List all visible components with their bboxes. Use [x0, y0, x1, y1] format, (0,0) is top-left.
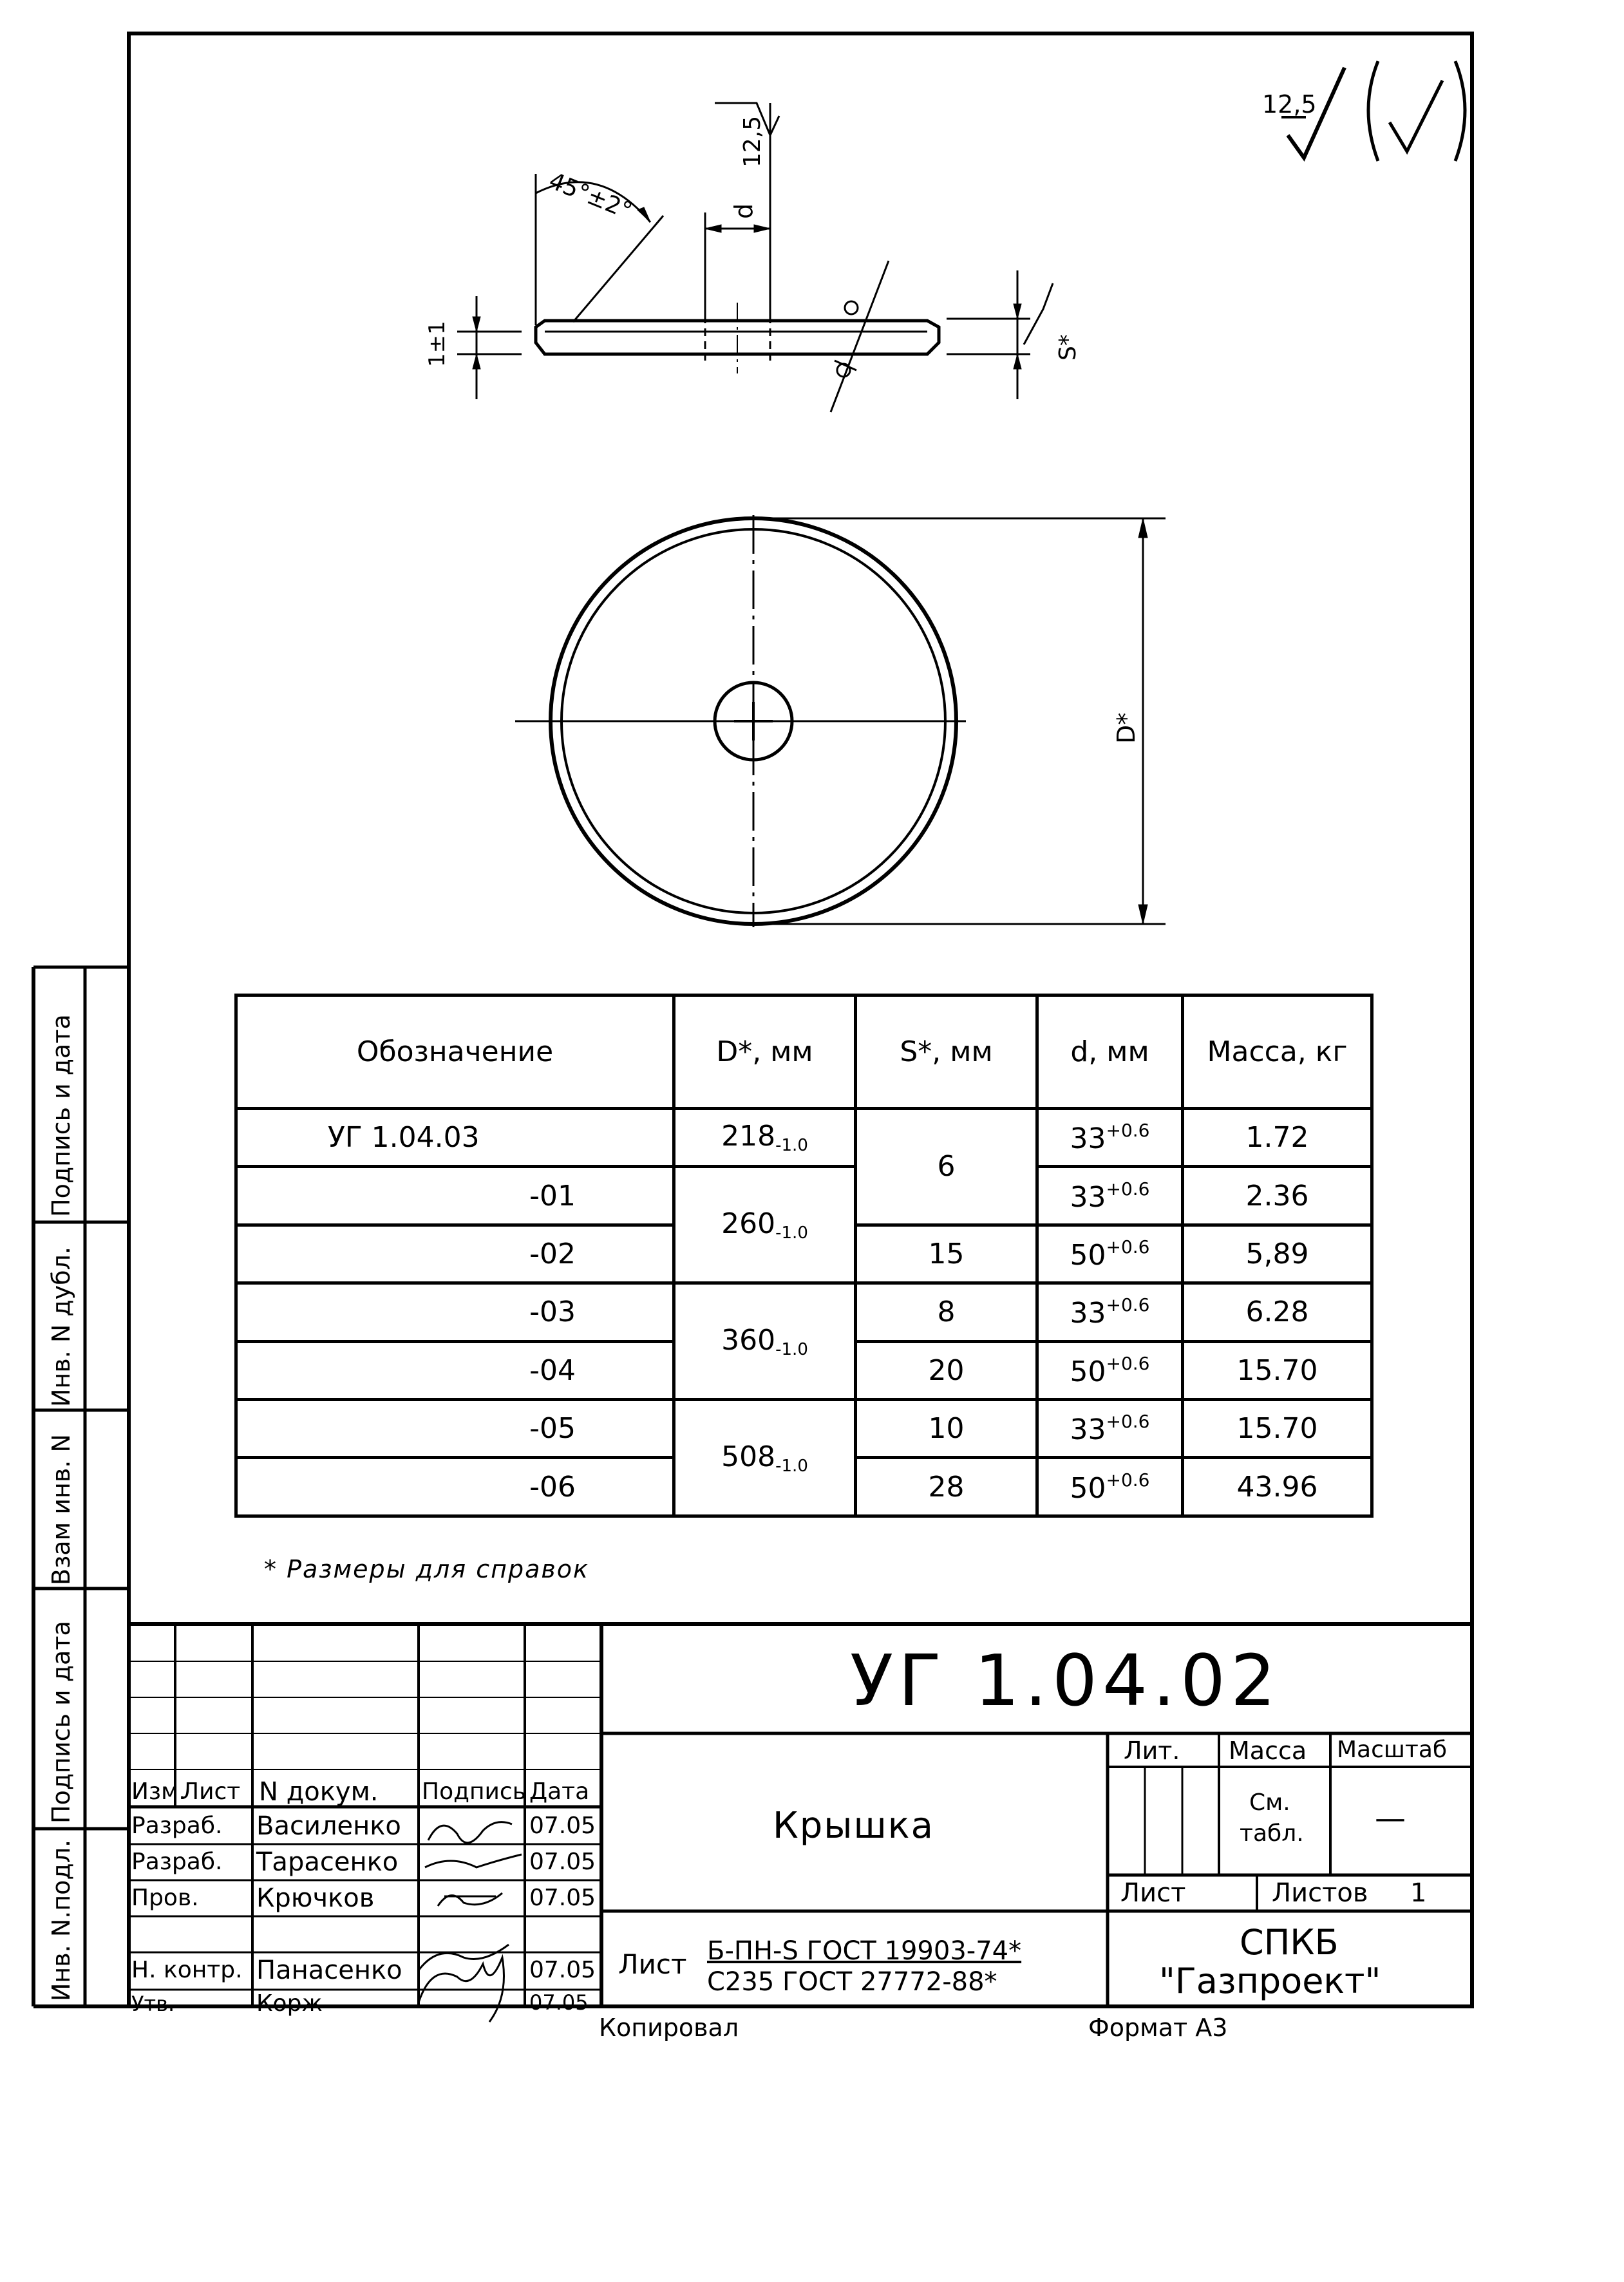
stamp-role: Утв.	[131, 1992, 175, 2016]
signature-2	[425, 1854, 522, 1867]
stamp-date: 07.05	[529, 1990, 589, 2015]
S-cell: 8	[856, 1283, 1037, 1341]
stamp-role: Пров.	[131, 1885, 199, 1911]
D-cell: $508_{-1.0}$	[674, 1400, 856, 1516]
table-row	[236, 1283, 1372, 1341]
organization-line-1: СПКБ	[1240, 1922, 1339, 1963]
side-inv-podl: Инв. N.подл.	[47, 1839, 75, 2001]
signature-3	[438, 1893, 502, 1906]
sheets-value: 1	[1410, 1878, 1427, 1908]
signature-4	[419, 1945, 509, 1970]
roughness-corner-label: 12,5	[1262, 90, 1317, 118]
stamp-date: 07.05	[529, 1849, 596, 1875]
angle-label: 45°±2°	[545, 167, 636, 225]
document-designation: УГ 1.04.02	[850, 1639, 1281, 1722]
header-D: D*, мм	[674, 995, 856, 1109]
header-mass: Масса, кг	[1183, 995, 1372, 1109]
side-podpis-data-top: Подпись и дата	[47, 1014, 75, 1217]
mass-value-line-2: табл.	[1240, 1820, 1304, 1847]
header-designation: Обозначение	[236, 995, 674, 1109]
d-cell: $33^{+0.6}$	[1037, 1400, 1183, 1458]
stamp-header-sign: Подпись	[422, 1778, 526, 1805]
scale-value: —	[1375, 1800, 1406, 1836]
D-cell: $218_{-1.0}$	[674, 1108, 856, 1166]
d-cell: $50^{+0.6}$	[1037, 1458, 1183, 1516]
stamp-date: 07.05	[529, 1885, 596, 1911]
side-inv-dubl: Инв. N дубл.	[47, 1247, 75, 1407]
stamp-name: Крючков	[256, 1883, 375, 1913]
stamp-name: Панасенко	[256, 1956, 402, 1985]
designation-cell: -02	[236, 1225, 674, 1283]
side-vzam-inv: Взам инв. N	[47, 1434, 75, 1585]
format-label: Формат А3	[1088, 2013, 1228, 2042]
D-cell: $260_{-1.0}$	[674, 1167, 856, 1283]
table-row	[236, 1400, 1372, 1458]
d-cell: $50^{+0.6}$	[1037, 1341, 1183, 1399]
mass-cell: 6.28	[1183, 1283, 1372, 1341]
stamp-name: Тарасенко	[256, 1847, 399, 1877]
copied-label: Копировал	[599, 2013, 739, 2042]
D-dimension-label: D*	[1112, 712, 1140, 744]
S-cell: 6	[856, 1108, 1037, 1225]
material-line-2: С235 ГОСТ 27772-88*	[707, 1967, 997, 1997]
sheets-label: Листов	[1272, 1878, 1368, 1908]
stamp-role: Разраб.	[131, 1849, 223, 1875]
S-cell: 15	[856, 1225, 1037, 1283]
sheet-label: Лист	[1120, 1878, 1186, 1908]
thickness-label: 1±1	[424, 321, 450, 367]
designation-cell: УГ 1.04.03	[236, 1108, 674, 1166]
roughness-side-label: 12,5	[739, 115, 766, 167]
mass-value-line-1: См.	[1249, 1789, 1290, 1816]
header-S: S*, мм	[856, 995, 1037, 1109]
stamp-date: 07.05	[529, 1813, 596, 1839]
signature-1	[428, 1822, 512, 1843]
mass-cell: 15.70	[1183, 1400, 1372, 1458]
material-line-1: Б-ПН-S ГОСТ 19903-74*	[707, 1936, 1022, 1966]
d-dimension-label: d	[730, 203, 758, 219]
designation-cell: -03	[236, 1283, 674, 1341]
material-label: Лист	[618, 1948, 687, 1980]
mass-label: Масса	[1229, 1737, 1307, 1765]
s-dimension-label: S*	[1055, 334, 1081, 361]
organization-line-2: "Газпроект"	[1159, 1961, 1381, 2001]
designation-cell: -05	[236, 1400, 674, 1458]
designation-cell: -06	[236, 1458, 674, 1516]
stamp-name: Василенко	[256, 1811, 401, 1841]
spec-table	[234, 994, 1374, 1518]
designation-cell: -01	[236, 1167, 674, 1225]
stamp-header-izm: Изм.	[131, 1778, 186, 1805]
part-name: Крышка	[773, 1805, 934, 1847]
stamp-header-list: Лист	[182, 1778, 241, 1805]
header-d: d, мм	[1037, 995, 1183, 1109]
table-row	[236, 1108, 1372, 1166]
stamp-role: Н. контр.	[131, 1957, 243, 1983]
designation-cell: -04	[236, 1341, 674, 1399]
lit-label: Лит.	[1124, 1737, 1180, 1765]
d-cell: $50^{+0.6}$	[1037, 1225, 1183, 1283]
D-cell: $360_{-1.0}$	[674, 1283, 856, 1400]
mass-cell: 1.72	[1183, 1108, 1372, 1166]
stamp-role: Разраб.	[131, 1813, 223, 1839]
d-cell: $33^{+0.6}$	[1037, 1283, 1183, 1341]
mass-cell: 5,89	[1183, 1225, 1372, 1283]
scale-label: Масштаб	[1337, 1737, 1448, 1763]
S-cell: 20	[856, 1341, 1037, 1399]
table-row	[236, 1167, 1372, 1225]
mass-cell: 43.96	[1183, 1458, 1372, 1516]
mass-cell: 2.36	[1183, 1167, 1372, 1225]
S-cell: 28	[856, 1458, 1037, 1516]
stamp-date: 07.05	[529, 1957, 596, 1983]
side-podpis-data-bottom: Подпись и дата	[47, 1621, 75, 1824]
table-header-row	[236, 995, 1372, 1109]
stamp-header-date: Дата	[529, 1778, 590, 1805]
stamp-name: Корж	[256, 1990, 323, 2017]
d-cell: $33^{+0.6}$	[1037, 1167, 1183, 1225]
S-cell: 10	[856, 1400, 1037, 1458]
footnote: * Размеры для справок	[264, 1555, 589, 1583]
mass-cell: 15.70	[1183, 1341, 1372, 1399]
stamp-header-doc: N докум.	[259, 1777, 379, 1807]
d-cell: $33^{+0.6}$	[1037, 1108, 1183, 1166]
